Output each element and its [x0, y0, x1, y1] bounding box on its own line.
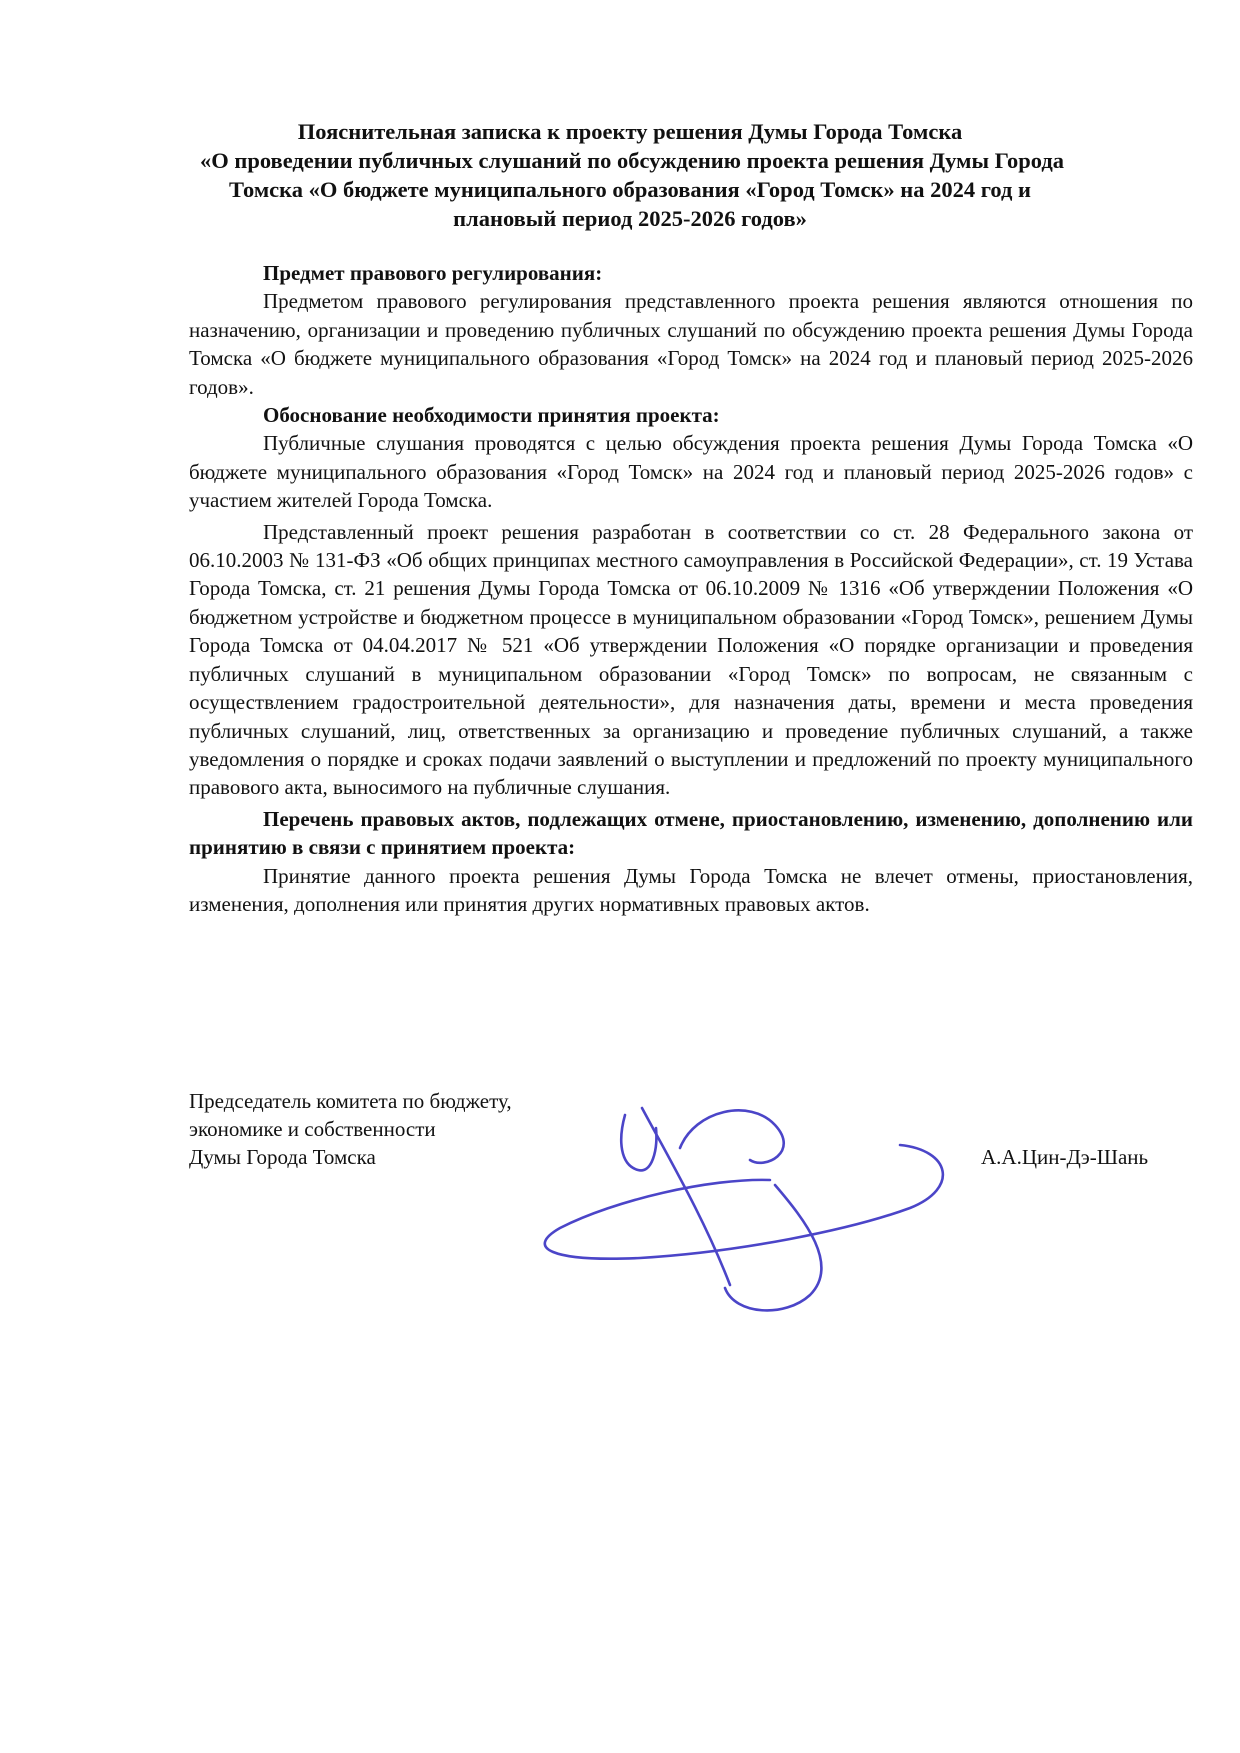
rationale-paragraph: Представленный проект решения разработан в соответствии со ст. 28 Федерального закона от 06.10.2003 № 131-ФЗ «Об общих принципах местного самоуправления в Российской Федерации», ст. 19 Устава Города Томска, ст. 21 решения Думы Города Томска от 06.10.2009 № 1316 «Об утверждении Положения «О бюджетном устройстве и бюджетном процессе в муниципальном образовании «Город Томск», решением Думы Города Томска от 04.04.2017 № 521 «Об утверждении Положения «О порядке организации и проведения публичных слушаний в муниципальном образовании «Город Томск» по вопросам, не связанным с осуществлением градостроительной деятельности», для назначения даты, времени и места проведения публичных слушаний, лиц, ответственных за организацию и проведение публичных слушаний, а также уведомления о порядке и сроках подачи заявлений о выступлении и предложений по проекту муниципального правового акта, выносимого на публичные слушания. [189, 519, 1193, 800]
title-line: Пояснительная записка к проекту решения Думы Города Томска [297, 119, 963, 144]
subject-heading: Предмет правового регулирования: [263, 261, 603, 285]
handwritten-signature [520, 1090, 980, 1330]
rationale-paragraph: Публичные слушания проводятся с целью обсуждения проекта решения Думы Города Томска «О бюджете муниципального образования «Город Томск» на 2024 год и плановый период 2025-2026 годов» с участием жителей Города Томска. [189, 431, 1193, 513]
document-body [189, 259, 1193, 918]
acts-paragraph: Принятие данного проекта решения Думы Города Томска не влечет отмены, приостановления, изменения, дополнения или принятия других нормативных правовых актов. [189, 863, 1193, 916]
title-line: Томска «О бюджете муниципального образования «Город Томск» на 2024 год и [229, 177, 1031, 202]
document-title [200, 117, 1064, 233]
signature-stroke [545, 1145, 943, 1259]
signatory-name: А.А.Цин-Дэ-Шань [981, 1145, 1149, 1169]
title-line: плановый период 2025-2026 годов» [453, 206, 807, 231]
position-line: Думы Города Томска [189, 1145, 376, 1169]
signatory-position [189, 1087, 512, 1171]
rationale-heading: Обоснование необходимости принятия проекта: [263, 403, 720, 428]
subject-paragraph: Предметом правового регулирования представленного проекта решения являются отношения по назначению, организации и проведению публичных слушаний по обсуждению проекта решения Думы Города Томска «О бюджете муниципального образования «Город Томск» на 2024 год и плановый период 2025-2026 годов». [189, 289, 1193, 399]
acts-heading: Перечень правовых актов, подлежащих отмене, приостановлению, изменению, дополнению или принятию в связи с принятием проекта: [189, 806, 1193, 860]
title-line: «О проведении публичных слушаний по обсуждению проекта решения Думы Города [200, 148, 1064, 173]
position-line: экономике и собственности [189, 1117, 436, 1141]
signature-stroke [642, 1108, 730, 1285]
signature-stroke [680, 1110, 821, 1310]
position-line: Председатель комитета по бюджету, [189, 1089, 512, 1113]
